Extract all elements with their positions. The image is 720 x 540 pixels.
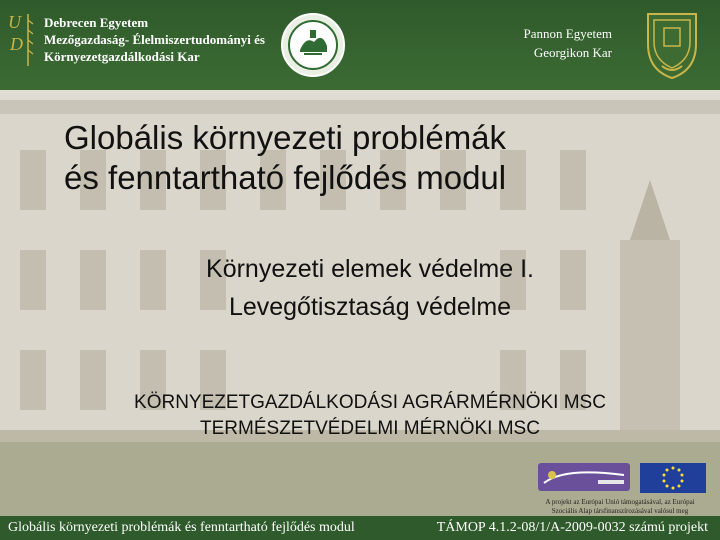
subtitle-line: Környezeti elemek védelme I. xyxy=(206,255,534,283)
program-line: TERMÉSZETVÉDELMI MÉRNÖKI MSC xyxy=(200,418,540,439)
debrecen-line: Debrecen Egyetem xyxy=(44,15,149,30)
svg-text:D: D xyxy=(10,34,23,54)
debrecen-line: Környezetgazdálkodási Kar xyxy=(44,49,200,64)
footer-project-id: TÁMOP 4.1.2-08/1/A-2009-0032 számú projekt xyxy=(436,520,708,535)
ud-monogram-icon xyxy=(6,8,36,72)
header-band xyxy=(0,0,720,90)
georgikon-crest-icon xyxy=(640,8,704,82)
debrecen-university-name xyxy=(44,14,265,65)
pannon-university-name xyxy=(508,24,612,62)
funding-note xyxy=(530,498,710,516)
footer-bar xyxy=(0,516,720,540)
pannon-line: Pannon Egyetem xyxy=(523,26,612,41)
slide-subtitle xyxy=(0,250,720,326)
debrecen-line: Mezőgazdaság- Élelmiszertudományi és xyxy=(44,32,265,47)
uj-magyarorszag-logo-icon xyxy=(538,463,630,491)
title-line: és fenntartható fejlődés modul xyxy=(64,159,507,196)
pannon-line: Georgikon Kar xyxy=(533,45,612,60)
funding-note-line: Szociális Alap társfinanszírozásával valósul meg xyxy=(551,507,689,515)
funding-note-line: A projekt az Európai Unió támogatásával, az Európai xyxy=(545,498,695,506)
footer-module-title: Globális környezeti problémák és fenntartható fejlődés modul xyxy=(8,520,355,535)
program-line: KÖRNYEZETGAZDÁLKODÁSI AGRÁRMÉRNÖKI MSC xyxy=(134,392,606,413)
eu-flag-icon xyxy=(640,463,706,493)
title-line: Globális környezeti problémák xyxy=(64,119,507,156)
slide-title xyxy=(64,118,684,198)
program-names xyxy=(0,390,720,442)
subtitle-line: Levegőtisztaság védelme xyxy=(228,293,512,321)
university-seal-icon xyxy=(280,12,346,78)
svg-text:U: U xyxy=(8,12,21,32)
